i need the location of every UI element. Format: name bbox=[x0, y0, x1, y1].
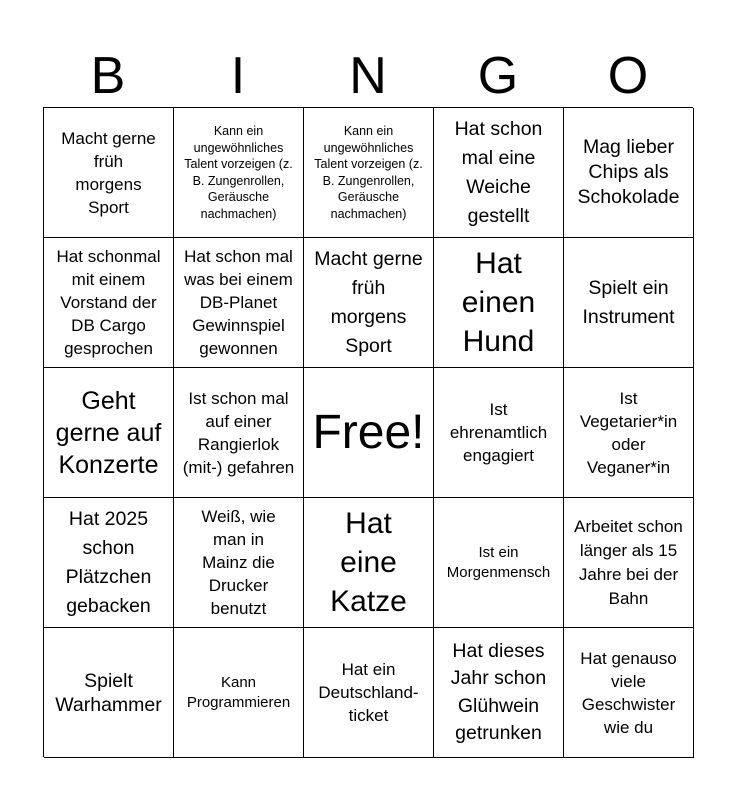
cell-text: Hat schon mal was bei einem DB-Planet Gewinnspiel gewonnen bbox=[184, 247, 293, 358]
header-letter-b: B bbox=[90, 47, 126, 105]
bingo-cell[interactable] bbox=[564, 238, 694, 368]
cell-text: Spielt ein Instrument bbox=[582, 276, 675, 328]
bingo-cell[interactable] bbox=[304, 108, 434, 238]
bingo-cell[interactable] bbox=[304, 498, 434, 628]
bingo-cell[interactable] bbox=[434, 238, 564, 368]
cell-text: Kann ein ungewöhnliches Talent vorzeigen (z. B. Zungenrollen, Geräusche nachmachen) bbox=[314, 124, 423, 221]
cell-text: Mag lieber Chips als Schokolade bbox=[577, 136, 680, 208]
cell-text: Hat schonmal mit einem Vorstand der DB Cargo gesprochen bbox=[56, 247, 161, 358]
bingo-cell[interactable] bbox=[174, 368, 304, 498]
bingo-cell[interactable] bbox=[44, 238, 174, 368]
cell-text: Hat schon mal eine Weiche gestellt bbox=[454, 117, 543, 227]
cell-text: Hat 2025 schon Plätzchen gebacken bbox=[65, 507, 152, 617]
cell-text: Ist ein Morgenmensch bbox=[446, 544, 551, 581]
cell-text: Macht gerne früh morgens Sport bbox=[61, 128, 156, 217]
cell-text: Ist schon mal auf einer Rangierlok (mit-) gefahren bbox=[182, 388, 295, 477]
bingo-cell[interactable] bbox=[434, 108, 564, 238]
bingo-cell[interactable] bbox=[44, 368, 174, 498]
bingo-cell[interactable] bbox=[434, 628, 564, 758]
bingo-cell[interactable] bbox=[564, 368, 694, 498]
cell-text: Kann Programmieren bbox=[186, 674, 291, 711]
bingo-cell[interactable] bbox=[174, 238, 304, 368]
cell-text: Hat eine Katze bbox=[330, 507, 407, 618]
cell-text: Hat dieses Jahr schon Glühwein getrunken bbox=[450, 639, 547, 744]
free-space-text: Free! bbox=[312, 405, 425, 459]
cell-text: Geht gerne auf Konzerte bbox=[55, 386, 162, 479]
header-letter-g: G bbox=[477, 47, 519, 105]
bingo-cell[interactable] bbox=[174, 108, 304, 238]
cell-text: Hat genauso viele Geschwister wie du bbox=[580, 648, 677, 737]
bingo-cell[interactable] bbox=[434, 498, 564, 628]
bingo-cell[interactable] bbox=[304, 238, 434, 368]
cell-text: Kann ein ungewöhnliches Talent vorzeigen (z. B. Zungenrollen, Geräusche nachmachen) bbox=[184, 124, 293, 221]
cell-text: Weiß, wie man in Mainz die Drucker benutzt bbox=[201, 507, 276, 618]
cell-text: Ist ehrenamtlich engagiert bbox=[449, 400, 548, 465]
bingo-header bbox=[43, 44, 693, 108]
bingo-cell[interactable] bbox=[564, 498, 694, 628]
header-letter-o: O bbox=[607, 47, 649, 105]
bingo-cell free-space[interactable] bbox=[304, 368, 434, 498]
header-letter-i: I bbox=[230, 47, 246, 105]
bingo-cell[interactable] bbox=[564, 628, 694, 758]
cell-text: Hat ein Deutschland-ticket bbox=[318, 660, 419, 725]
cell-text: Macht gerne früh morgens Sport bbox=[314, 247, 423, 357]
cell-text: Ist Vegetarier*in oder Veganer*in bbox=[579, 388, 678, 477]
header-letter-n: N bbox=[349, 47, 387, 105]
bingo-cell[interactable] bbox=[44, 108, 174, 238]
bingo-cell[interactable] bbox=[564, 108, 694, 238]
cell-text: Arbeitet schon länger als 15 Jahre bei der Bahn bbox=[574, 516, 683, 608]
bingo-cell[interactable] bbox=[44, 628, 174, 758]
bingo-cell[interactable] bbox=[304, 628, 434, 758]
bingo-cell[interactable] bbox=[44, 498, 174, 628]
cell-text: Hat einen Hund bbox=[461, 247, 536, 358]
bingo-cell[interactable] bbox=[174, 498, 304, 628]
bingo-cell[interactable] bbox=[174, 628, 304, 758]
bingo-grid bbox=[43, 107, 693, 757]
cell-text: Spielt Warhammer bbox=[55, 669, 162, 716]
bingo-cell[interactable] bbox=[434, 368, 564, 498]
